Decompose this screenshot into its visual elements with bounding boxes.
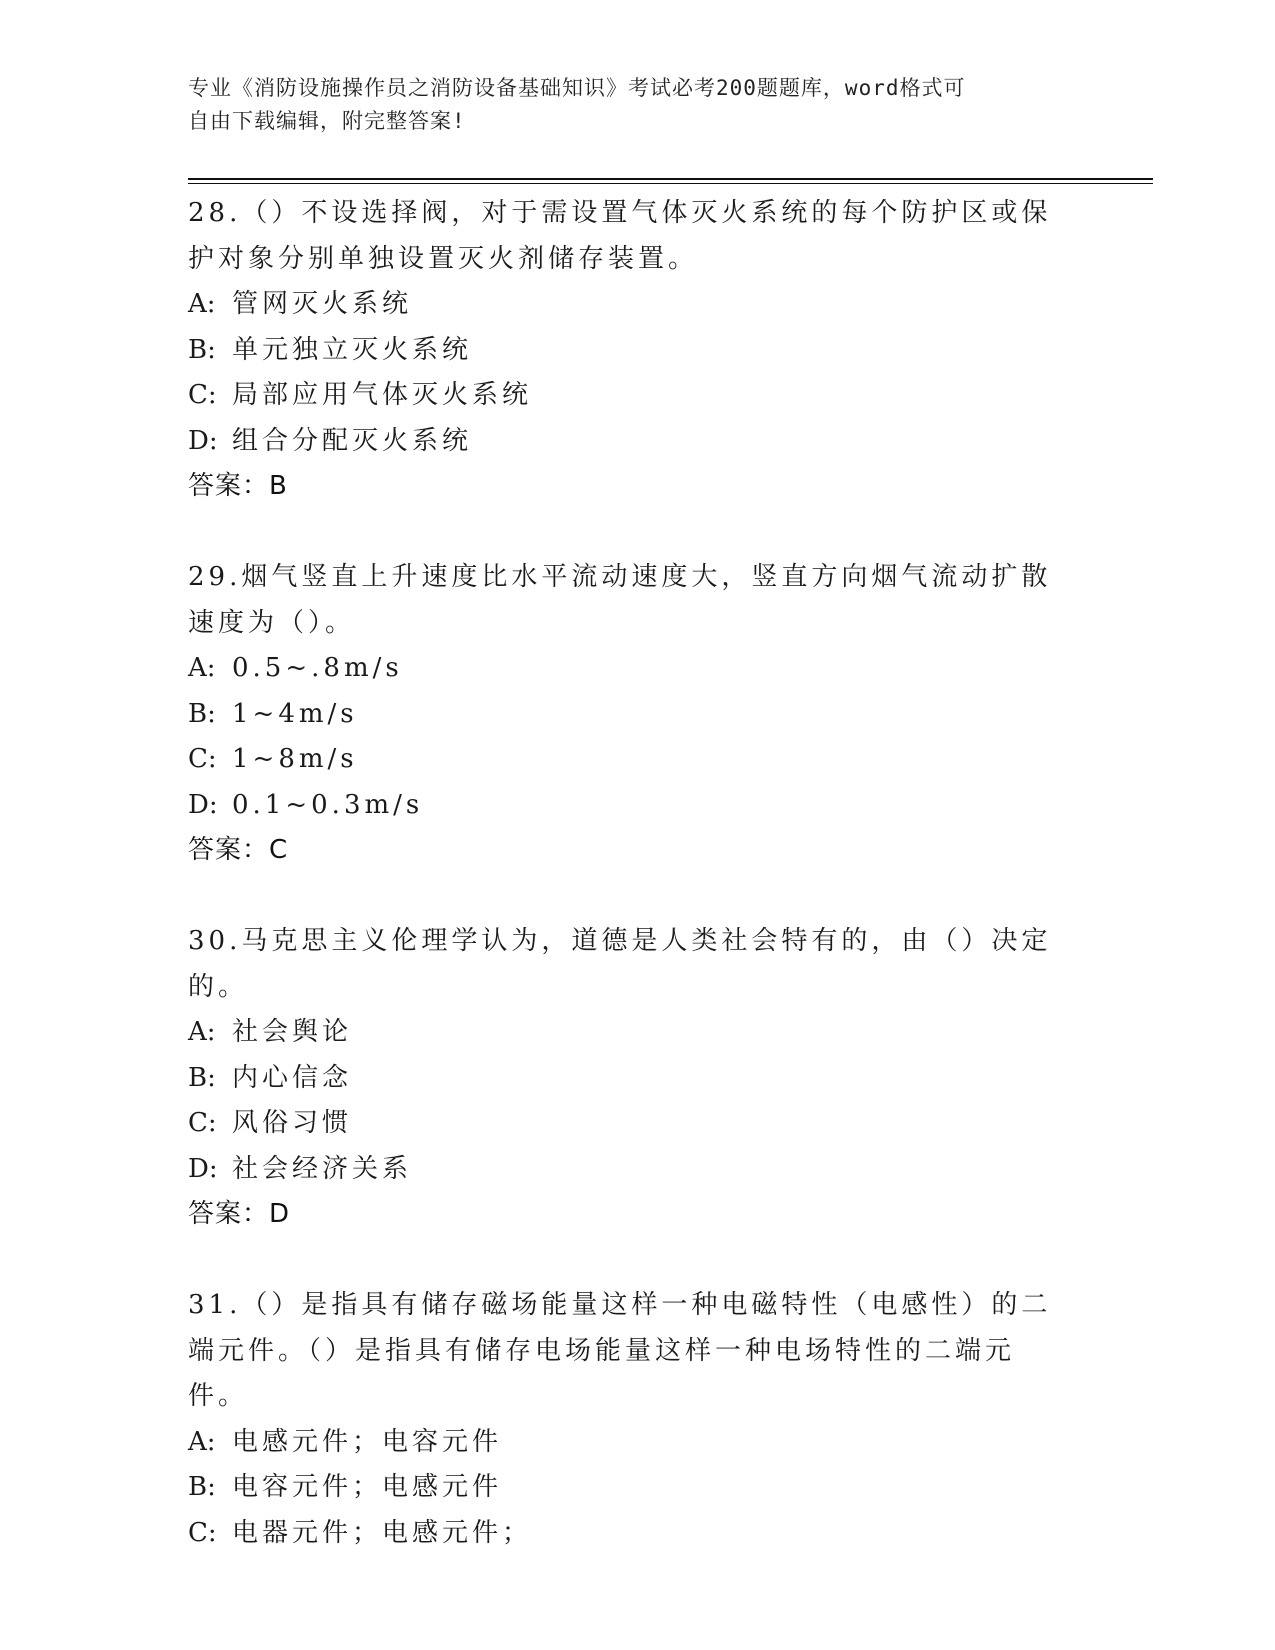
question-28 [188,191,1088,510]
option-c [188,1511,1088,1557]
option-a [188,646,1088,692]
option-text: 电容元件；电感元件 [232,1472,503,1502]
option-text: 电器元件；电感元件； [232,1517,533,1548]
option-text: 1~4m/s [232,698,358,729]
question-spacer [188,1238,1088,1284]
option-b [188,328,1088,374]
question-29 [188,555,1088,874]
question-31 [188,1283,1088,1556]
option-text: 电感元件；电容元件 [232,1426,503,1457]
option-b [188,1056,1088,1102]
header-divider-thin [188,183,1153,184]
question-spacer [188,874,1088,920]
answer-label: 答案：D [188,1199,291,1229]
option-letter: A: [188,289,216,319]
option-letter: C: [188,1517,217,1548]
option-letter: C: [188,1108,217,1138]
option-text: 0.5~.8m/s [232,653,403,683]
document-header [188,72,1068,138]
option-c [188,373,1088,419]
header-line-1: 专业《消防设施操作员之消防设备基础知识》考试必考200题题库，word格式可 [188,76,966,100]
answer-label: 答案：C [188,835,289,865]
option-letter: D: [188,1153,218,1184]
option-d [188,783,1088,829]
option-letter: B: [188,698,216,729]
option-text: 风俗习惯 [232,1108,353,1138]
question-list [188,191,1088,1556]
option-text: 1~8m/s [232,744,358,774]
header-divider-thick [188,178,1153,180]
option-letter: C: [188,380,217,410]
option-letter: B: [188,1062,216,1093]
question-spacer [188,510,1088,556]
question-text: 29.烟气竖直上升速度比水平流动速度大，竖直方向烟气流动扩散速度为（）。 [188,562,1052,638]
question-text: 28.（）不设选择阀，对于需设置气体灭火系统的每个防护区或保护对象分别单独设置灭火剂储存装置。 [188,198,1052,274]
option-text: 0.1~0.3m/s [232,789,424,820]
option-d [188,419,1088,465]
option-b [188,1465,1088,1511]
option-c [188,737,1088,783]
option-text: 内心信念 [232,1062,353,1093]
option-letter: C: [188,744,217,774]
option-c [188,1101,1088,1147]
question-30 [188,919,1088,1238]
question-text: 30.马克思主义伦理学认为，道德是人类社会特有的，由（）决定的。 [188,926,1052,1002]
option-text: 管网灭火系统 [232,289,413,319]
question-text: 31.（）是指具有储存磁场能量这样一种电磁特性（电感性）的二端元件。（）是指具有储存电场能量这样一种电场特性的二端元件。 [188,1290,1052,1411]
option-a [188,1010,1088,1056]
option-letter: A: [188,653,216,683]
option-letter: B: [188,1472,216,1502]
option-letter: A: [188,1017,216,1047]
header-line-2: 自由下载编辑，附完整答案! [188,109,466,133]
option-text: 社会舆论 [232,1017,353,1047]
option-text: 组合分配灭火系统 [232,425,473,456]
option-letter: A: [188,1426,216,1457]
option-text: 局部应用气体灭火系统 [232,380,533,410]
option-text: 单元独立灭火系统 [232,334,473,365]
option-b [188,692,1088,738]
option-letter: D: [188,789,218,820]
option-a [188,1420,1088,1466]
option-a [188,282,1088,328]
option-letter: D: [188,425,218,456]
option-letter: B: [188,334,216,365]
option-d [188,1147,1088,1193]
option-text: 社会经济关系 [232,1153,413,1184]
answer-label: 答案：B [188,471,288,501]
